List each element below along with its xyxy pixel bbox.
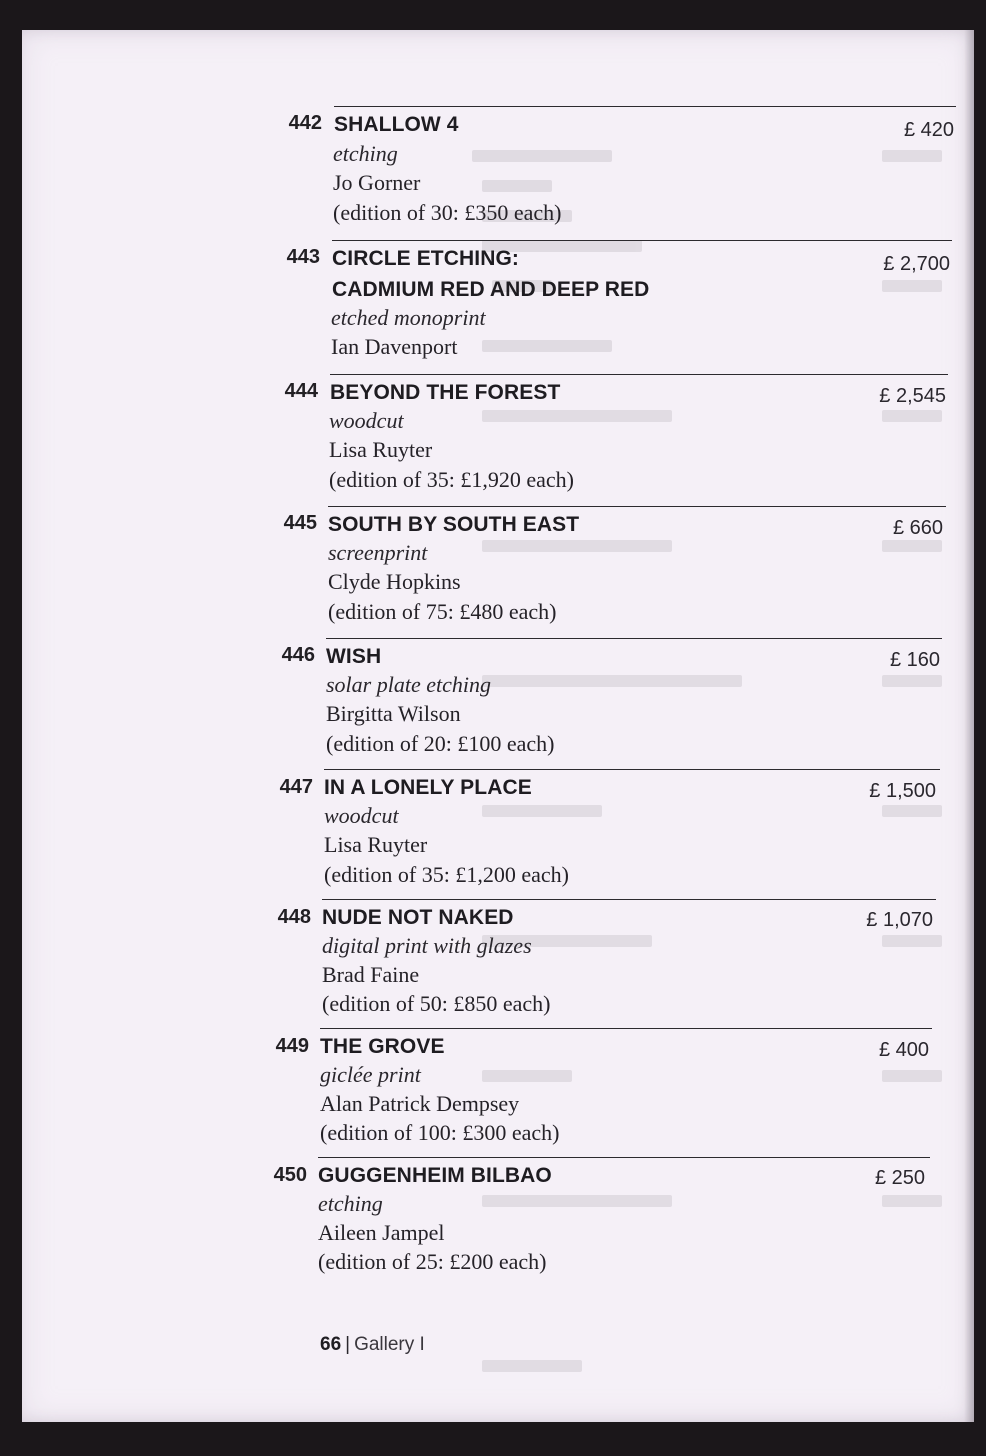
lot-number: 446 [281,644,315,666]
edition-info: (edition of 20: £100 each) [326,731,555,756]
artwork-title: BEYOND THE FOREST [330,381,561,404]
price: £ 2,545 [879,385,946,407]
artist-name: Lisa Ruyter [324,832,428,857]
page-number: 66 [320,1334,342,1355]
artist-name: Lisa Ruyter [329,437,433,462]
artwork-title: WISH [326,645,382,668]
artwork-title: SOUTH BY SOUTH EAST [328,513,580,536]
page-edge-shadow [964,30,974,1422]
section-name: Gallery I [354,1334,425,1355]
artwork-title: CIRCLE ETCHING: [332,247,519,270]
artwork-medium: screenprint [328,540,428,565]
price: £ 400 [878,1039,929,1061]
rule-442 [334,106,956,107]
edition-info: (edition of 100: £300 each) [320,1120,560,1145]
rule-448 [322,899,936,900]
artist-name: Aileen Jampel [318,1220,445,1245]
rule-447 [324,769,940,770]
edition-info: (edition of 35: £1,200 each) [324,862,569,887]
lot-number: 443 [286,246,320,268]
price: £ 160 [889,649,940,671]
artwork-medium: etching [333,141,398,166]
lot-number: 449 [275,1035,309,1057]
artist-name: Brad Faine [322,962,420,987]
rule-449 [320,1028,932,1029]
artwork-medium: woodcut [324,803,399,828]
rule-450 [318,1157,930,1158]
rule-445 [328,506,946,507]
lot-number: 448 [277,906,311,928]
artwork-title: THE GROVE [320,1035,445,1058]
artwork-title: IN A LONELY PLACE [324,776,532,799]
artwork-medium: solar plate etching [326,672,491,697]
rule-446 [326,638,942,639]
price: £ 660 [892,517,943,539]
artist-name: Alan Patrick Dempsey [320,1091,520,1116]
artist-name: Ian Davenport [331,334,458,359]
artwork-medium: woodcut [329,408,404,433]
lot-number: 444 [284,380,318,402]
footer-separator: | [345,1334,351,1355]
lot-number: 442 [288,112,322,134]
catalogue-page [22,30,974,1422]
artwork-medium: etched monoprint [331,305,486,330]
edition-info: (edition of 50: £850 each) [322,991,551,1016]
lot-number: 447 [279,776,313,798]
artwork-title: SHALLOW 4 [334,113,459,136]
price: £ 1,500 [869,780,936,802]
artwork-title: NUDE NOT NAKED [322,906,514,929]
artwork-medium: giclée print [320,1062,421,1087]
rule-443 [332,240,952,241]
price: £ 2,700 [883,253,950,275]
lot-number: 450 [273,1164,307,1186]
artist-name: Clyde Hopkins [328,569,461,594]
price: £ 420 [903,119,954,141]
rule-444 [330,374,948,375]
page-footer [320,1334,425,1356]
edition-info: (edition of 35: £1,920 each) [329,467,574,492]
price: £ 1,070 [866,909,933,931]
artist-name: Jo Gorner [333,170,421,195]
lot-number: 445 [283,512,317,534]
artist-name: Birgitta Wilson [326,701,461,726]
edition-info: (edition of 25: £200 each) [318,1249,547,1274]
artwork-medium: digital print with glazes [322,933,532,958]
edition-info: (edition of 30: £350 each) [333,200,562,225]
artwork-medium: etching [318,1191,383,1216]
price: £ 250 [874,1167,925,1189]
edition-info: (edition of 75: £480 each) [328,599,557,624]
artwork-title: GUGGENHEIM BILBAO [318,1164,552,1187]
artwork-title-line-2: CADMIUM RED AND DEEP RED [332,278,650,301]
